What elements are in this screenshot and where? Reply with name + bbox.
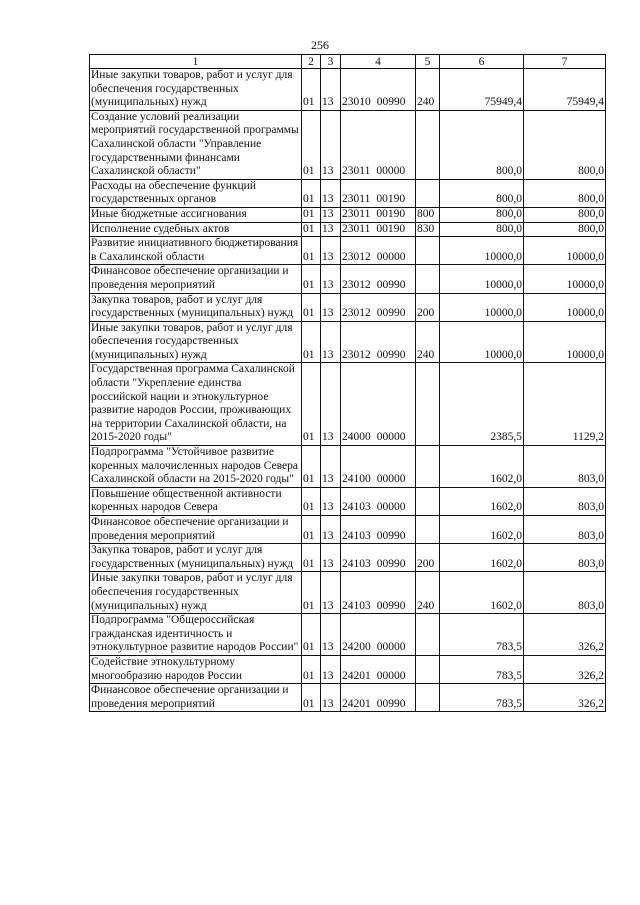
amount-2020: 10000,0 xyxy=(524,321,606,363)
table-row xyxy=(90,446,606,488)
table-row xyxy=(90,516,606,544)
section-code: 01 xyxy=(302,614,321,656)
table-row xyxy=(90,69,606,111)
target-article-code xyxy=(341,516,416,544)
target-article-part: 00990 xyxy=(376,599,406,612)
target-article-part: 24103 xyxy=(342,529,371,542)
column-header: 6 xyxy=(440,55,524,69)
target-article-part: 00000 xyxy=(376,669,406,682)
amount-2019: 800,0 xyxy=(440,110,524,179)
target-article-part: 23011 xyxy=(342,222,371,235)
target-article-part: 00990 xyxy=(376,557,406,570)
row-name: Исполнение судебных актов xyxy=(90,222,302,237)
target-article-part: 23011 xyxy=(342,207,371,220)
row-name: Финансовое обеспечение организации и проведения мероприятий xyxy=(90,265,302,293)
expense-type-code xyxy=(416,110,440,179)
amount-2019: 10000,0 xyxy=(440,265,524,293)
subsection-code: 13 xyxy=(321,110,341,179)
expense-type-code: 240 xyxy=(416,69,440,111)
target-article-part: 23011 xyxy=(342,165,371,178)
row-name: Иные закупки товаров, работ и услуг для обеспечения государственных (муниципальных) нужд xyxy=(90,572,302,614)
amount-2019: 800,0 xyxy=(440,179,524,207)
column-header: 3 xyxy=(321,55,341,69)
target-article-part: 23012 xyxy=(342,278,371,291)
amount-2020: 803,0 xyxy=(524,446,606,488)
amount-2019: 783,5 xyxy=(440,655,524,683)
table-row xyxy=(90,363,606,446)
section-code: 01 xyxy=(302,516,321,544)
table-row xyxy=(90,265,606,293)
row-name: Подпрограмма "Устойчивое развитие коренных малочисленных народов Севера Сахалинской области на 2015-2020 годы" xyxy=(90,446,302,488)
section-code: 01 xyxy=(302,207,321,222)
table-row xyxy=(90,207,606,222)
target-article-part: 23012 xyxy=(342,348,371,361)
target-article-code xyxy=(341,321,416,363)
amount-2020: 800,0 xyxy=(524,207,606,222)
subsection-code: 13 xyxy=(321,446,341,488)
target-article-part: 23012 xyxy=(342,250,371,263)
column-header: 5 xyxy=(416,55,440,69)
target-article-part: 00990 xyxy=(376,307,406,320)
expense-type-code xyxy=(416,265,440,293)
table-row xyxy=(90,179,606,207)
target-article-part: 00990 xyxy=(376,278,406,291)
table-row xyxy=(90,321,606,363)
target-article-code xyxy=(341,69,416,111)
amount-2020: 803,0 xyxy=(524,572,606,614)
section-code: 01 xyxy=(302,321,321,363)
table-row xyxy=(90,684,606,712)
row-name: Иные закупки товаров, работ и услуг для обеспечения государственных (муниципальных) нужд xyxy=(90,69,302,111)
expense-type-code: 240 xyxy=(416,321,440,363)
table-row xyxy=(90,110,606,179)
subsection-code: 13 xyxy=(321,363,341,446)
row-name: Закупка товаров, работ и услуг для государственных (муниципальных) нужд xyxy=(90,293,302,321)
row-name: Повышение общественной активности коренных народов Севера xyxy=(90,487,302,515)
expense-type-code xyxy=(416,237,440,265)
target-article-part: 00000 xyxy=(376,501,406,514)
table-row xyxy=(90,222,606,237)
section-code: 01 xyxy=(302,544,321,572)
target-article-part: 23011 xyxy=(342,193,371,206)
section-code: 01 xyxy=(302,69,321,111)
amount-2020: 803,0 xyxy=(524,544,606,572)
target-article-code xyxy=(341,487,416,515)
expense-type-code: 200 xyxy=(416,293,440,321)
target-article-code xyxy=(341,265,416,293)
section-code: 01 xyxy=(302,179,321,207)
amount-2020: 10000,0 xyxy=(524,265,606,293)
target-article-code xyxy=(341,237,416,265)
column-header: 2 xyxy=(302,55,321,69)
expense-type-code xyxy=(416,614,440,656)
amount-2020: 1129,2 xyxy=(524,363,606,446)
target-article-part: 00000 xyxy=(376,165,406,178)
target-article-part: 00990 xyxy=(376,348,406,361)
target-article-part: 00190 xyxy=(376,193,406,206)
amount-2020: 803,0 xyxy=(524,516,606,544)
target-article-part: 00000 xyxy=(376,473,406,486)
amount-2019: 10000,0 xyxy=(440,321,524,363)
amount-2019: 1602,0 xyxy=(440,446,524,488)
table-row xyxy=(90,614,606,656)
target-article-code xyxy=(341,544,416,572)
amount-2020: 803,0 xyxy=(524,487,606,515)
target-article-code xyxy=(341,446,416,488)
section-code: 01 xyxy=(302,487,321,515)
expense-type-code xyxy=(416,516,440,544)
row-name: Финансовое обеспечение организации и проведения мероприятий xyxy=(90,684,302,712)
target-article-code xyxy=(341,293,416,321)
column-header: 1 xyxy=(90,55,302,69)
target-article-part: 24100 xyxy=(342,473,371,486)
section-code: 01 xyxy=(302,655,321,683)
column-header: 4 xyxy=(341,55,416,69)
amount-2019: 1602,0 xyxy=(440,516,524,544)
row-name: Развитие инициативного бюджетирования в Сахалинской области xyxy=(90,237,302,265)
target-article-part: 24200 xyxy=(342,641,371,654)
target-article-part: 00190 xyxy=(376,222,406,235)
target-article-code xyxy=(341,655,416,683)
amount-2020: 10000,0 xyxy=(524,237,606,265)
expense-type-code xyxy=(416,487,440,515)
target-article-part: 00000 xyxy=(376,641,406,654)
amount-2019: 75949,4 xyxy=(440,69,524,111)
expense-type-code xyxy=(416,446,440,488)
subsection-code: 13 xyxy=(321,516,341,544)
amount-2020: 800,0 xyxy=(524,110,606,179)
expense-type-code xyxy=(416,684,440,712)
row-name: Финансовое обеспечение организации и проведения мероприятий xyxy=(90,516,302,544)
page-number: 256 xyxy=(311,38,329,52)
section-code: 01 xyxy=(302,110,321,179)
amount-2019: 10000,0 xyxy=(440,293,524,321)
target-article-part: 24000 xyxy=(342,431,371,444)
target-article-part: 00990 xyxy=(376,96,406,109)
target-article-part: 23010 xyxy=(342,96,371,109)
section-code: 01 xyxy=(302,363,321,446)
row-name: Подпрограмма "Общероссийская гражданская идентичность и этнокультурное развитие народов России" xyxy=(90,614,302,656)
row-name: Иные бюджетные ассигнования xyxy=(90,207,302,222)
target-article-part: 24103 xyxy=(342,599,371,612)
subsection-code: 13 xyxy=(321,69,341,111)
target-article-code xyxy=(341,684,416,712)
row-name: Иные закупки товаров, работ и услуг для обеспечения государственных (муниципальных) нужд xyxy=(90,321,302,363)
subsection-code: 13 xyxy=(321,487,341,515)
table-row xyxy=(90,572,606,614)
expense-type-code: 830 xyxy=(416,222,440,237)
target-article-code xyxy=(341,179,416,207)
section-code: 01 xyxy=(302,222,321,237)
table-row xyxy=(90,237,606,265)
row-name: Создание условий реализации мероприятий государственной программы Сахалинской области "Управление государственными финансами Сахалинской области" xyxy=(90,110,302,179)
target-article-part: 00000 xyxy=(376,250,406,263)
subsection-code: 13 xyxy=(321,655,341,683)
row-name: Расходы на обеспечение функций государственных органов xyxy=(90,179,302,207)
target-article-part: 00190 xyxy=(376,207,406,220)
amount-2019: 1602,0 xyxy=(440,572,524,614)
target-article-code xyxy=(341,572,416,614)
amount-2019: 783,5 xyxy=(440,684,524,712)
expense-type-code: 800 xyxy=(416,207,440,222)
amount-2020: 326,2 xyxy=(524,655,606,683)
subsection-code: 13 xyxy=(321,265,341,293)
header-row xyxy=(90,55,606,69)
target-article-part: 23012 xyxy=(342,307,371,320)
subsection-code: 13 xyxy=(321,179,341,207)
amount-2020: 800,0 xyxy=(524,179,606,207)
target-article-code xyxy=(341,110,416,179)
column-header: 7 xyxy=(524,55,606,69)
table-row xyxy=(90,293,606,321)
amount-2019: 10000,0 xyxy=(440,237,524,265)
section-code: 01 xyxy=(302,265,321,293)
target-article-part: 24103 xyxy=(342,557,371,570)
subsection-code: 13 xyxy=(321,572,341,614)
subsection-code: 13 xyxy=(321,321,341,363)
target-article-part: 00990 xyxy=(376,697,406,710)
subsection-code: 13 xyxy=(321,222,341,237)
expense-type-code xyxy=(416,179,440,207)
table-row xyxy=(90,487,606,515)
section-code: 01 xyxy=(302,237,321,265)
target-article-part: 24103 xyxy=(342,501,371,514)
amount-2019: 2385,5 xyxy=(440,363,524,446)
subsection-code: 13 xyxy=(321,293,341,321)
budget-table xyxy=(89,54,606,712)
target-article-part: 00990 xyxy=(376,529,406,542)
expense-type-code xyxy=(416,655,440,683)
amount-2019: 783,5 xyxy=(440,614,524,656)
section-code: 01 xyxy=(302,293,321,321)
row-name: Государственная программа Сахалинской области "Укрепление единства российской нации и этнокультурное развитие народов России, проживающих на территории Сахалинской области, на 2015-2020 годы" xyxy=(90,363,302,446)
subsection-code: 13 xyxy=(321,684,341,712)
amount-2020: 326,2 xyxy=(524,684,606,712)
amount-2020: 10000,0 xyxy=(524,293,606,321)
row-name: Содействие этнокультурному многообразию народов России xyxy=(90,655,302,683)
subsection-code: 13 xyxy=(321,237,341,265)
section-code: 01 xyxy=(302,684,321,712)
amount-2019: 1602,0 xyxy=(440,487,524,515)
target-article-code xyxy=(341,614,416,656)
subsection-code: 13 xyxy=(321,614,341,656)
section-code: 01 xyxy=(302,572,321,614)
row-name: Закупка товаров, работ и услуг для государственных (муниципальных) нужд xyxy=(90,544,302,572)
amount-2020: 75949,4 xyxy=(524,69,606,111)
target-article-code xyxy=(341,207,416,222)
target-article-part: 00000 xyxy=(376,431,406,444)
expense-type-code: 200 xyxy=(416,544,440,572)
amount-2019: 1602,0 xyxy=(440,544,524,572)
amount-2020: 800,0 xyxy=(524,222,606,237)
target-article-part: 24201 xyxy=(342,669,371,682)
table-body xyxy=(90,69,606,712)
amount-2019: 800,0 xyxy=(440,222,524,237)
target-article-code xyxy=(341,222,416,237)
table-row xyxy=(90,544,606,572)
amount-2020: 326,2 xyxy=(524,614,606,656)
subsection-code: 13 xyxy=(321,544,341,572)
table-row xyxy=(90,655,606,683)
amount-2019: 800,0 xyxy=(440,207,524,222)
expense-type-code: 240 xyxy=(416,572,440,614)
target-article-part: 24201 xyxy=(342,697,371,710)
expense-type-code xyxy=(416,363,440,446)
section-code: 01 xyxy=(302,446,321,488)
target-article-code xyxy=(341,363,416,446)
subsection-code: 13 xyxy=(321,207,341,222)
